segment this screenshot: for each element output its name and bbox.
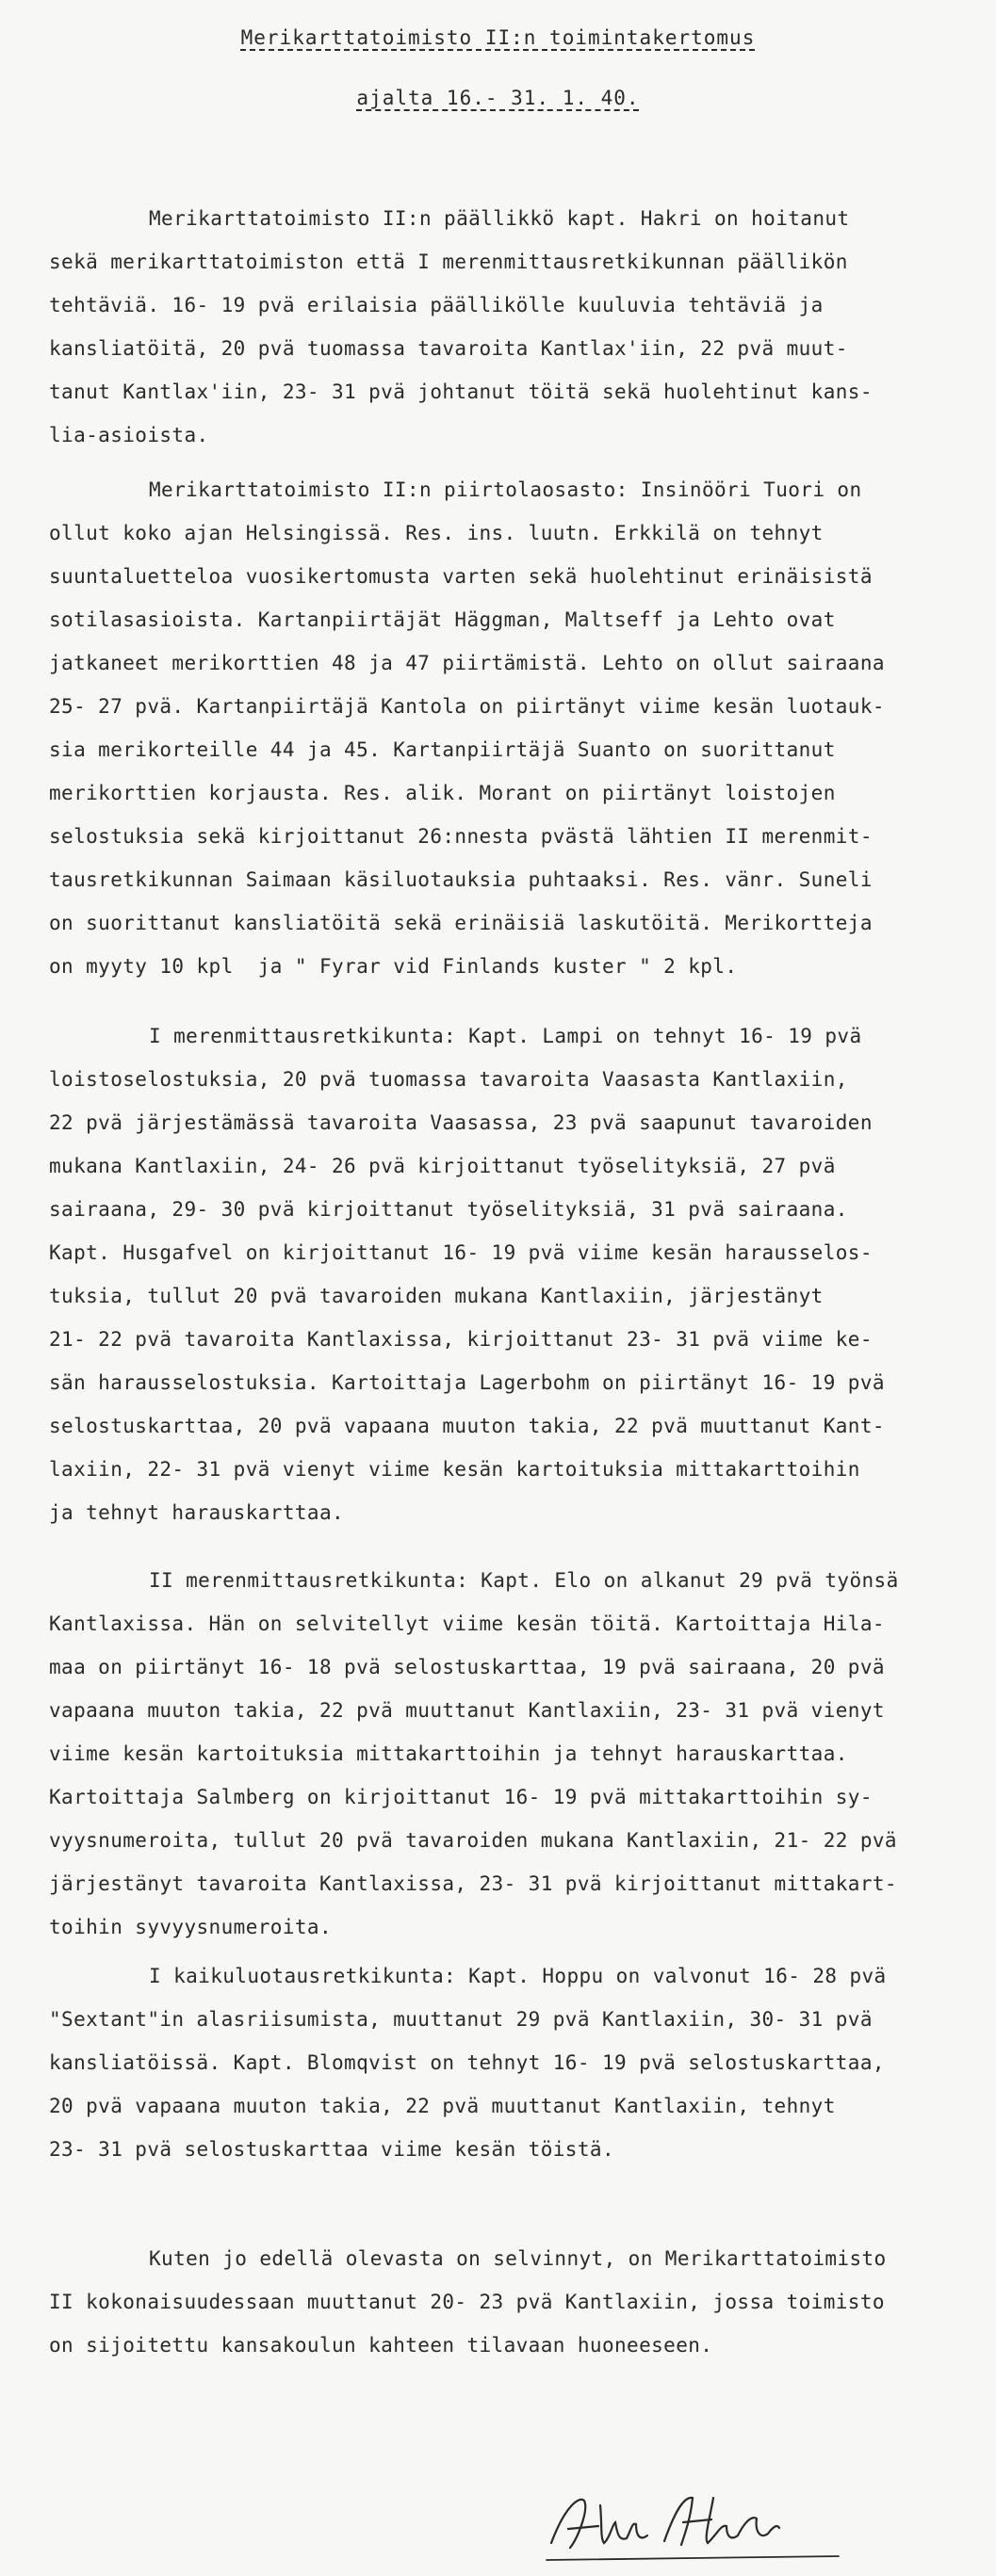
text-line: jatkaneet merikorttien 48 ja 47 piirtämistä. Lehto on ollut sairaana: [49, 652, 885, 674]
text-line: 23- 31 pvä selostuskarttaa viime kesän töistä.: [49, 2138, 614, 2161]
text-line: 25- 27 pvä. Kartanpiirtäjä Kantola on piirtänyt viime kesän luotauk-: [49, 695, 885, 718]
text-line: mukana Kantlaxiin, 24- 26 pvä kirjoittanut työselityksiä, 27 pvä: [49, 1155, 836, 1177]
text-line: viime kesän kartoituksia mittakarttoihin ja tehnyt harauskarttaa.: [49, 1742, 848, 1765]
text-line: Kapt. Husgafvel on kirjoittanut 16- 19 pvä viime kesän harausselos-: [49, 1241, 873, 1264]
document-title: Merikarttatoimisto II:n toimintakertomus: [240, 26, 756, 49]
text-line: I merenmittausretkikunta: Kapt. Lampi on tehnyt 16- 19 pvä: [149, 1025, 862, 1047]
text-line: "Sextant"in alasriisumista, muuttanut 29 pvä Kantlaxiin, 30- 31 pvä: [49, 2008, 873, 2031]
text-line: laxiin, 22- 31 pvä vienyt viime kesän kartoituksia mittakarttoihin: [49, 1458, 860, 1481]
text-line: tausretkikunnan Saimaan käsiluotauksia puhtaaksi. Res. vänr. Suneli: [49, 868, 873, 891]
text-line: sia merikorteille 44 ja 45. Kartanpiirtäjä Suanto on suorittanut: [49, 738, 836, 761]
text-line: maa on piirtänyt 16- 18 pvä selostuskarttaa, 19 pvä sairaana, 20 pvä: [49, 1656, 885, 1678]
text-line: sän harausselostuksia. Kartoittaja Lagerbohm on piirtänyt 16- 19 pvä: [49, 1371, 885, 1394]
text-line: suuntaluetteloa vuosikertomusta varten sekä huolehtinut erinäisistä: [49, 565, 873, 588]
text-line: kansliatöissä. Kapt. Blomqvist on tehnyt 16- 19 pvä selostuskarttaa,: [49, 2051, 885, 2074]
text-line: vyysnumeroita, tullut 20 pvä tavaroiden mukana Kantlaxiin, 21- 22 pvä: [49, 1829, 897, 1852]
text-line: vapaana muuton takia, 22 pvä muuttanut Kantlaxiin, 23- 31 pvä vienyt: [49, 1699, 885, 1722]
text-line: järjestänyt tavaroita Kantlaxissa, 23- 31 pvä kirjoittanut mittakart-: [49, 1872, 897, 1895]
text-line: on sijoitettu kansakoulun kahteen tilavaan huoneeseen.: [49, 2334, 713, 2357]
text-line: selostuksia sekä kirjoittanut 26:nnesta pvästä lähtien II merenmit-: [49, 825, 873, 848]
text-line: tanut Kantlax'iin, 23- 31 pvä johtanut töitä sekä huolehtinut kans-: [49, 381, 873, 403]
text-line: I kaikuluotausretkikunta: Kapt. Hoppu on valvonut 16- 28 pvä: [149, 1965, 887, 1987]
text-line: II kokonaisuudessaan muuttanut 20- 23 pvä Kantlaxiin, jossa toimisto: [49, 2291, 885, 2313]
text-line: sotilasasioista. Kartanpiirtäjät Häggman, Maltseff ja Lehto ovat: [49, 608, 836, 631]
text-line: kansliatöitä, 20 pvä tuomassa tavaroita Kantlax'iin, 22 pvä muut-: [49, 337, 848, 360]
text-line: on myyty 10 kpl ja " Fyrar vid Finlands kuster " 2 kpl.: [49, 955, 738, 978]
text-line: 21- 22 pvä tavaroita Kantlaxissa, kirjoittanut 23- 31 pvä viime ke-: [49, 1328, 873, 1351]
text-line: on suorittanut kansliatöitä sekä erinäisiä laskutöitä. Merikortteja: [49, 912, 873, 934]
text-line: Merikarttatoimisto II:n piirtolaosasto: Insinööri Tuori on: [149, 478, 862, 501]
handwritten-signature: [542, 2487, 843, 2567]
text-line: selostuskarttaa, 20 pvä vapaana muuton takia, 22 pvä muuttanut Kant-: [49, 1415, 885, 1437]
text-line: ja tehnyt harauskarttaa.: [49, 1501, 345, 1524]
text-line: tehtäviä. 16- 19 pvä erilaisia päällikölle kuuluvia tehtäviä ja: [49, 294, 824, 316]
text-line: loistoselostuksia, 20 pvä tuomassa tavaroita Vaasasta Kantlaxiin,: [49, 1068, 848, 1091]
text-line: toihin syvyysnumeroita.: [49, 1916, 332, 1938]
text-line: 22 pvä järjestämässä tavaroita Vaasassa, 23 pvä saapunut tavaroiden: [49, 1111, 873, 1134]
text-line: Kuten jo edellä olevasta on selvinnyt, on Merikarttatoimisto: [149, 2247, 887, 2270]
text-line: II merenmittausretkikunta: Kapt. Elo on alkanut 29 pvä työnsä: [149, 1569, 899, 1592]
text-line: sairaana, 29- 30 pvä kirjoittanut työselityksiä, 31 pvä sairaana.: [49, 1198, 848, 1221]
text-line: merikorttien korjausta. Res. alik. Morant on piirtänyt loistojen: [49, 782, 836, 804]
text-line: Merikarttatoimisto II:n päällikkö kapt. Hakri on hoitanut: [149, 207, 850, 230]
text-line: sekä merikarttatoimiston että I merenmittausretkikunnan päällikön: [49, 251, 848, 273]
document-subtitle: ajalta 16.- 31. 1. 40.: [356, 87, 640, 109]
text-line: Kantlaxissa. Hän on selvitellyt viime kesän töitä. Kartoittaja Hila-: [49, 1612, 885, 1635]
text-line: 20 pvä vapaana muuton takia, 22 pvä muuttanut Kantlaxiin, tehnyt: [49, 2095, 836, 2117]
text-line: Kartoittaja Salmberg on kirjoittanut 16- 19 pvä mittakarttoihin sy-: [49, 1786, 873, 1808]
text-line: tuksia, tullut 20 pvä tavaroiden mukana Kantlaxiin, järjestänyt: [49, 1285, 824, 1307]
text-line: lia-asioista.: [49, 424, 209, 446]
text-line: ollut koko ajan Helsingissä. Res. ins. luutn. Erkkilä on tehnyt: [49, 522, 824, 544]
